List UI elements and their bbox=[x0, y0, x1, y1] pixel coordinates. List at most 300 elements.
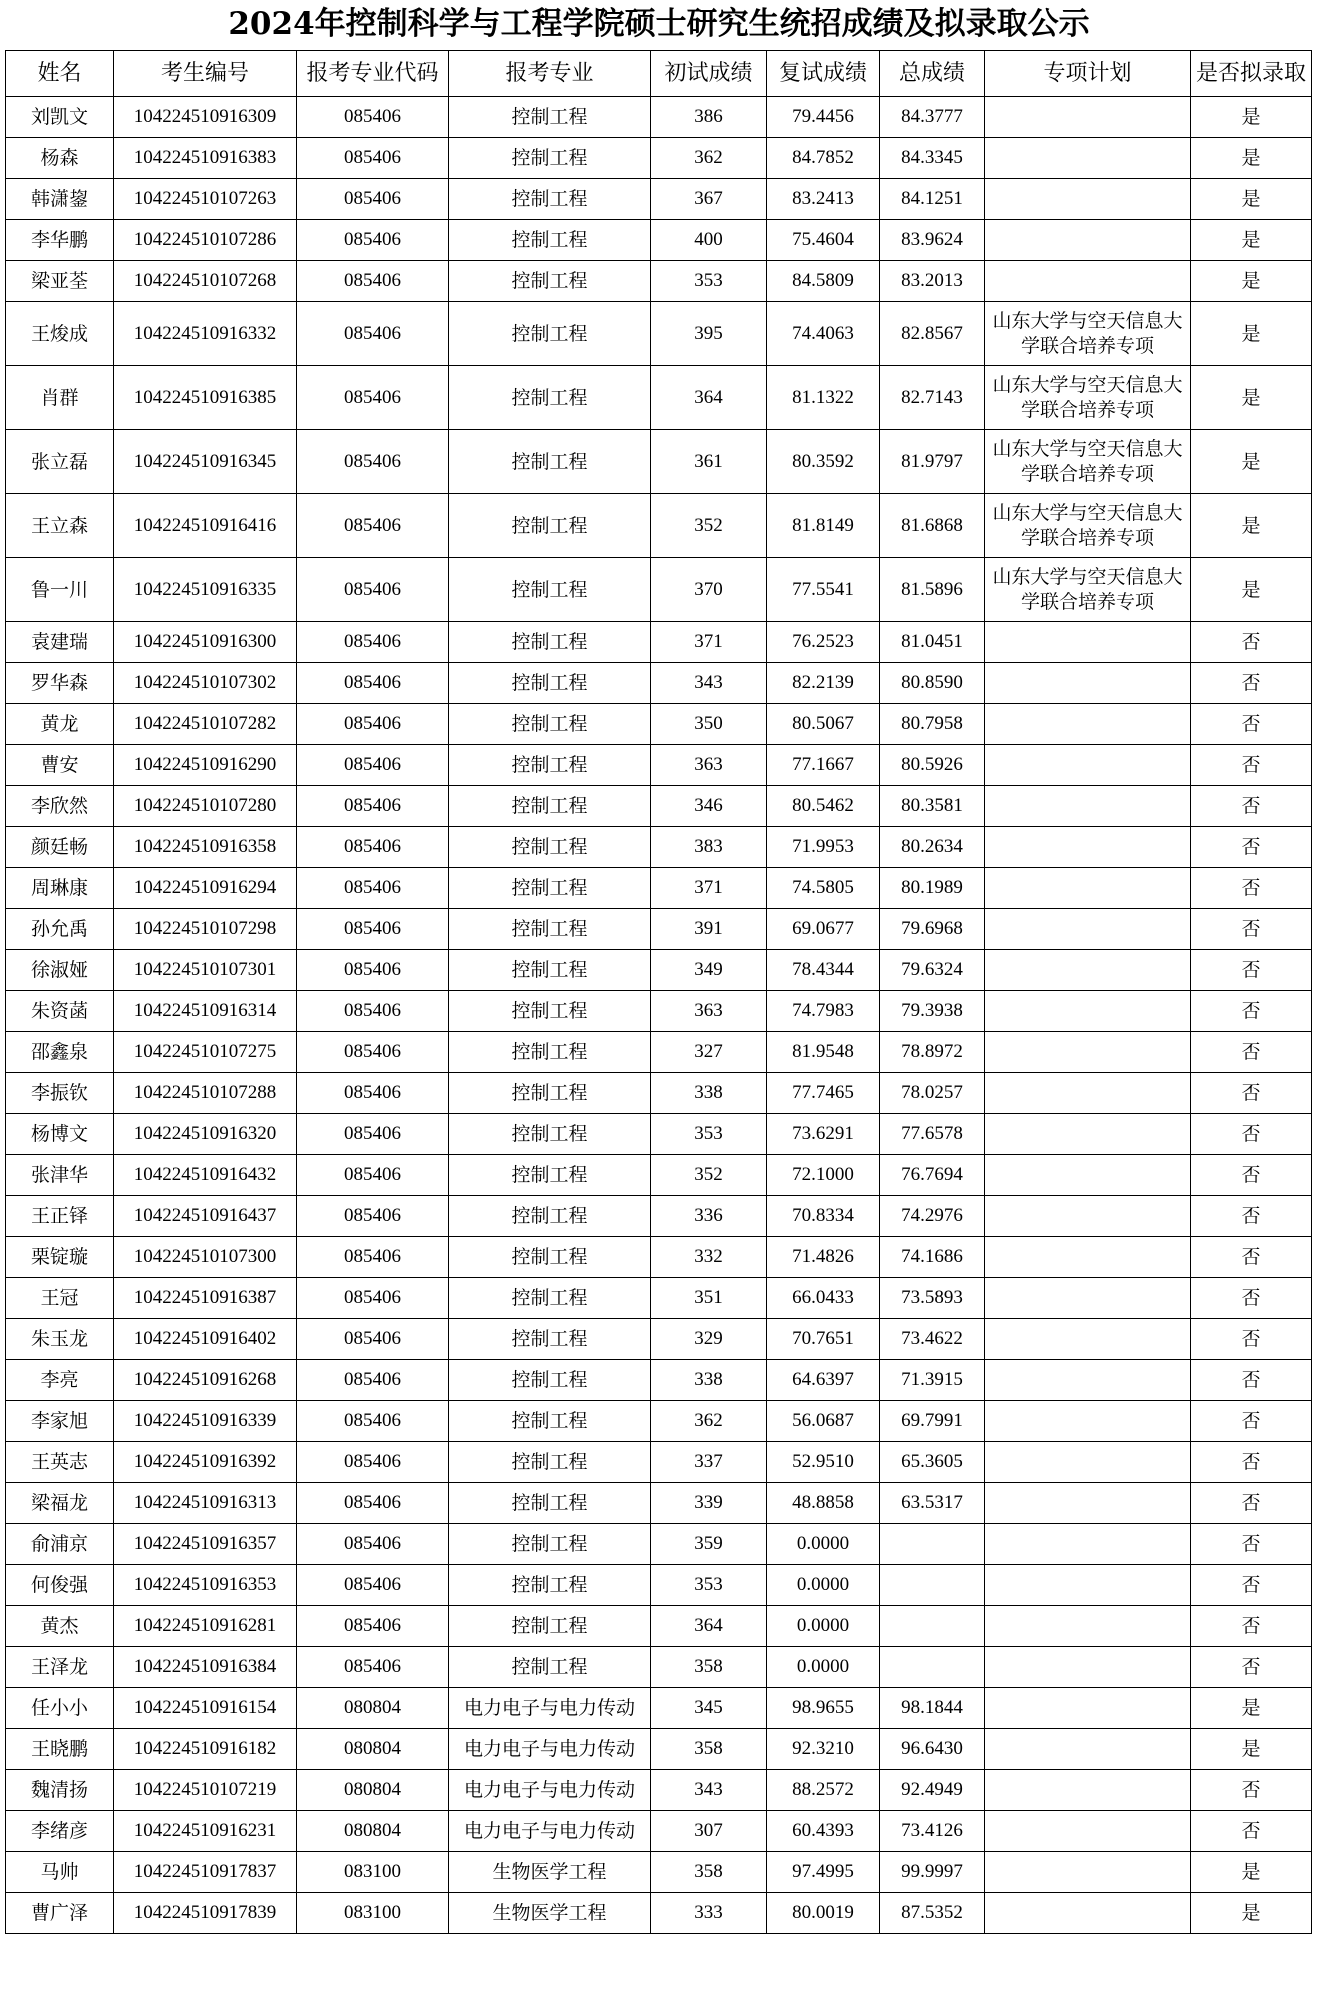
cell-major-code: 085406 bbox=[297, 366, 449, 430]
cell-total-score: 83.9624 bbox=[880, 220, 985, 261]
cell-major: 控制工程 bbox=[449, 558, 651, 622]
cell-prelim-score: 386 bbox=[651, 97, 767, 138]
cell-special-plan bbox=[985, 622, 1191, 663]
admission-table bbox=[5, 50, 1312, 1934]
cell-exam-id: 104224510916432 bbox=[114, 1155, 297, 1196]
cell-exam-id: 104224510107263 bbox=[114, 179, 297, 220]
cell-total-score: 82.8567 bbox=[880, 302, 985, 366]
cell-special-plan bbox=[985, 1565, 1191, 1606]
cell-name: 李振钦 bbox=[6, 1073, 114, 1114]
cell-exam-id: 104224510916384 bbox=[114, 1647, 297, 1688]
cell-special-plan bbox=[985, 991, 1191, 1032]
header-row bbox=[6, 51, 1312, 97]
cell-total-score: 80.3581 bbox=[880, 786, 985, 827]
cell-name: 李华鹏 bbox=[6, 220, 114, 261]
cell-total-score: 78.0257 bbox=[880, 1073, 985, 1114]
cell-retest-score: 81.9548 bbox=[767, 1032, 880, 1073]
cell-major-code: 085406 bbox=[297, 1319, 449, 1360]
cell-prelim-score: 391 bbox=[651, 909, 767, 950]
cell-major-code: 085406 bbox=[297, 786, 449, 827]
cell-name: 黄龙 bbox=[6, 704, 114, 745]
cell-name: 王立森 bbox=[6, 494, 114, 558]
cell-exam-id: 104224510916332 bbox=[114, 302, 297, 366]
cell-name: 朱资菡 bbox=[6, 991, 114, 1032]
header-exam-id: 考生编号 bbox=[114, 51, 297, 97]
cell-exam-id: 104224510917837 bbox=[114, 1852, 297, 1893]
cell-major: 控制工程 bbox=[449, 868, 651, 909]
cell-retest-score: 52.9510 bbox=[767, 1442, 880, 1483]
cell-exam-id: 104224510107288 bbox=[114, 1073, 297, 1114]
cell-name: 王冠 bbox=[6, 1278, 114, 1319]
cell-exam-id: 104224510107298 bbox=[114, 909, 297, 950]
table-row bbox=[6, 1114, 1312, 1155]
table-row bbox=[6, 1483, 1312, 1524]
cell-total-score: 71.3915 bbox=[880, 1360, 985, 1401]
cell-name: 任小小 bbox=[6, 1688, 114, 1729]
cell-special-plan bbox=[985, 1606, 1191, 1647]
table-row bbox=[6, 1811, 1312, 1852]
cell-total-score: 69.7991 bbox=[880, 1401, 985, 1442]
cell-exam-id: 104224510917839 bbox=[114, 1893, 297, 1934]
cell-name: 李绪彦 bbox=[6, 1811, 114, 1852]
cell-major-code: 085406 bbox=[297, 1360, 449, 1401]
cell-name: 曹安 bbox=[6, 745, 114, 786]
cell-admitted: 是 bbox=[1191, 430, 1312, 494]
cell-special-plan: 山东大学与空天信息大学联合培养专项 bbox=[985, 430, 1191, 494]
cell-admitted: 否 bbox=[1191, 786, 1312, 827]
header-name: 姓名 bbox=[6, 51, 114, 97]
cell-prelim-score: 371 bbox=[651, 622, 767, 663]
cell-exam-id: 104224510916339 bbox=[114, 1401, 297, 1442]
cell-retest-score: 80.0019 bbox=[767, 1893, 880, 1934]
cell-retest-score: 77.5541 bbox=[767, 558, 880, 622]
cell-name: 朱玉龙 bbox=[6, 1319, 114, 1360]
cell-major-code: 085406 bbox=[297, 827, 449, 868]
cell-major-code: 085406 bbox=[297, 991, 449, 1032]
cell-retest-score: 77.7465 bbox=[767, 1073, 880, 1114]
cell-prelim-score: 338 bbox=[651, 1073, 767, 1114]
cell-exam-id: 104224510107302 bbox=[114, 663, 297, 704]
cell-major-code: 085406 bbox=[297, 1196, 449, 1237]
cell-major: 控制工程 bbox=[449, 622, 651, 663]
cell-total-score: 98.1844 bbox=[880, 1688, 985, 1729]
cell-prelim-score: 353 bbox=[651, 1565, 767, 1606]
cell-major: 控制工程 bbox=[449, 1360, 651, 1401]
cell-total-score: 80.2634 bbox=[880, 827, 985, 868]
cell-exam-id: 104224510916294 bbox=[114, 868, 297, 909]
cell-name: 李家旭 bbox=[6, 1401, 114, 1442]
cell-retest-score: 75.4604 bbox=[767, 220, 880, 261]
cell-special-plan: 山东大学与空天信息大学联合培养专项 bbox=[985, 558, 1191, 622]
cell-exam-id: 104224510916353 bbox=[114, 1565, 297, 1606]
cell-special-plan: 山东大学与空天信息大学联合培养专项 bbox=[985, 366, 1191, 430]
cell-major: 生物医学工程 bbox=[449, 1852, 651, 1893]
cell-major-code: 085406 bbox=[297, 1606, 449, 1647]
cell-major-code: 085406 bbox=[297, 97, 449, 138]
cell-major: 控制工程 bbox=[449, 1524, 651, 1565]
cell-admitted: 是 bbox=[1191, 179, 1312, 220]
cell-name: 颜廷畅 bbox=[6, 827, 114, 868]
cell-name: 王晓鹏 bbox=[6, 1729, 114, 1770]
cell-prelim-score: 364 bbox=[651, 366, 767, 430]
cell-total-score: 73.4126 bbox=[880, 1811, 985, 1852]
cell-special-plan bbox=[985, 1524, 1191, 1565]
cell-major: 控制工程 bbox=[449, 494, 651, 558]
cell-prelim-score: 351 bbox=[651, 1278, 767, 1319]
cell-major-code: 085406 bbox=[297, 1565, 449, 1606]
cell-exam-id: 104224510107280 bbox=[114, 786, 297, 827]
cell-special-plan: 山东大学与空天信息大学联合培养专项 bbox=[985, 494, 1191, 558]
cell-major: 控制工程 bbox=[449, 786, 651, 827]
table-row bbox=[6, 430, 1312, 494]
cell-special-plan bbox=[985, 1852, 1191, 1893]
cell-admitted: 否 bbox=[1191, 1770, 1312, 1811]
cell-major-code: 085406 bbox=[297, 1483, 449, 1524]
table-row bbox=[6, 1237, 1312, 1278]
cell-total-score bbox=[880, 1565, 985, 1606]
cell-total-score: 79.6324 bbox=[880, 950, 985, 991]
cell-special-plan bbox=[985, 1811, 1191, 1852]
cell-special-plan bbox=[985, 1114, 1191, 1155]
cell-major: 控制工程 bbox=[449, 1647, 651, 1688]
cell-admitted: 否 bbox=[1191, 745, 1312, 786]
table-row bbox=[6, 1401, 1312, 1442]
cell-prelim-score: 350 bbox=[651, 704, 767, 745]
cell-admitted: 是 bbox=[1191, 220, 1312, 261]
table-row bbox=[6, 622, 1312, 663]
header-prelim-score: 初试成绩 bbox=[651, 51, 767, 97]
cell-exam-id: 104224510916437 bbox=[114, 1196, 297, 1237]
cell-special-plan bbox=[985, 1360, 1191, 1401]
cell-name: 马帅 bbox=[6, 1852, 114, 1893]
cell-name: 曹广泽 bbox=[6, 1893, 114, 1934]
cell-exam-id: 104224510916385 bbox=[114, 366, 297, 430]
cell-retest-score: 74.7983 bbox=[767, 991, 880, 1032]
cell-exam-id: 104224510916309 bbox=[114, 97, 297, 138]
cell-exam-id: 104224510107275 bbox=[114, 1032, 297, 1073]
cell-retest-score: 74.4063 bbox=[767, 302, 880, 366]
cell-prelim-score: 336 bbox=[651, 1196, 767, 1237]
table-row bbox=[6, 1155, 1312, 1196]
cell-special-plan bbox=[985, 868, 1191, 909]
cell-major: 控制工程 bbox=[449, 1114, 651, 1155]
cell-retest-score: 84.7852 bbox=[767, 138, 880, 179]
cell-exam-id: 104224510916383 bbox=[114, 138, 297, 179]
cell-special-plan bbox=[985, 1893, 1191, 1934]
cell-major: 控制工程 bbox=[449, 704, 651, 745]
cell-special-plan bbox=[985, 1155, 1191, 1196]
cell-total-score: 81.9797 bbox=[880, 430, 985, 494]
cell-major: 控制工程 bbox=[449, 1442, 651, 1483]
cell-major-code: 085406 bbox=[297, 1114, 449, 1155]
cell-total-score bbox=[880, 1647, 985, 1688]
table-row bbox=[6, 366, 1312, 430]
cell-special-plan bbox=[985, 1401, 1191, 1442]
cell-prelim-score: 371 bbox=[651, 868, 767, 909]
cell-major-code: 085406 bbox=[297, 1401, 449, 1442]
cell-total-score: 99.9997 bbox=[880, 1852, 985, 1893]
cell-prelim-score: 362 bbox=[651, 1401, 767, 1442]
cell-exam-id: 104224510916314 bbox=[114, 991, 297, 1032]
cell-major-code: 080804 bbox=[297, 1688, 449, 1729]
cell-exam-id: 104224510916345 bbox=[114, 430, 297, 494]
cell-admitted: 是 bbox=[1191, 1852, 1312, 1893]
cell-name: 刘凯文 bbox=[6, 97, 114, 138]
cell-name: 张立磊 bbox=[6, 430, 114, 494]
cell-admitted: 否 bbox=[1191, 991, 1312, 1032]
table-row bbox=[6, 1524, 1312, 1565]
cell-prelim-score: 343 bbox=[651, 663, 767, 704]
table-row bbox=[6, 1196, 1312, 1237]
cell-exam-id: 104224510916387 bbox=[114, 1278, 297, 1319]
cell-admitted: 否 bbox=[1191, 1114, 1312, 1155]
cell-prelim-score: 363 bbox=[651, 745, 767, 786]
cell-major-code: 083100 bbox=[297, 1893, 449, 1934]
header-special-plan: 专项计划 bbox=[985, 51, 1191, 97]
cell-admitted: 否 bbox=[1191, 868, 1312, 909]
cell-retest-score: 0.0000 bbox=[767, 1606, 880, 1647]
cell-name: 肖群 bbox=[6, 366, 114, 430]
header-retest-score: 复试成绩 bbox=[767, 51, 880, 97]
cell-name: 周琳康 bbox=[6, 868, 114, 909]
cell-name: 何俊强 bbox=[6, 1565, 114, 1606]
cell-total-score: 80.8590 bbox=[880, 663, 985, 704]
cell-major-code: 080804 bbox=[297, 1770, 449, 1811]
header-major-code: 报考专业代码 bbox=[297, 51, 449, 97]
table-row bbox=[6, 1606, 1312, 1647]
cell-major: 控制工程 bbox=[449, 950, 651, 991]
cell-admitted: 否 bbox=[1191, 827, 1312, 868]
page-title: 2024年控制科学与工程学院硕士研究生统招成绩及拟录取公示 bbox=[228, 6, 1090, 42]
cell-exam-id: 104224510916320 bbox=[114, 1114, 297, 1155]
cell-special-plan bbox=[985, 786, 1191, 827]
cell-prelim-score: 353 bbox=[651, 1114, 767, 1155]
table-row bbox=[6, 1073, 1312, 1114]
cell-special-plan bbox=[985, 663, 1191, 704]
cell-name: 李欣然 bbox=[6, 786, 114, 827]
cell-total-score: 79.6968 bbox=[880, 909, 985, 950]
cell-prelim-score: 345 bbox=[651, 1688, 767, 1729]
cell-total-score: 80.7958 bbox=[880, 704, 985, 745]
cell-exam-id: 104224510107286 bbox=[114, 220, 297, 261]
cell-major: 控制工程 bbox=[449, 302, 651, 366]
cell-admitted: 否 bbox=[1191, 704, 1312, 745]
header-admitted: 是否拟录取 bbox=[1191, 51, 1312, 97]
table-row bbox=[6, 1319, 1312, 1360]
cell-exam-id: 104224510916402 bbox=[114, 1319, 297, 1360]
cell-retest-score: 92.3210 bbox=[767, 1729, 880, 1770]
cell-total-score: 65.3605 bbox=[880, 1442, 985, 1483]
cell-total-score: 77.6578 bbox=[880, 1114, 985, 1155]
cell-special-plan bbox=[985, 1073, 1191, 1114]
cell-special-plan bbox=[985, 1729, 1191, 1770]
cell-prelim-score: 364 bbox=[651, 1606, 767, 1647]
cell-prelim-score: 337 bbox=[651, 1442, 767, 1483]
cell-total-score: 84.3777 bbox=[880, 97, 985, 138]
cell-major: 电力电子与电力传动 bbox=[449, 1729, 651, 1770]
cell-admitted: 否 bbox=[1191, 909, 1312, 950]
cell-special-plan bbox=[985, 261, 1191, 302]
cell-total-score: 74.1686 bbox=[880, 1237, 985, 1278]
cell-total-score: 82.7143 bbox=[880, 366, 985, 430]
cell-major-code: 085406 bbox=[297, 261, 449, 302]
cell-major: 控制工程 bbox=[449, 1483, 651, 1524]
cell-major: 控制工程 bbox=[449, 366, 651, 430]
cell-major-code: 085406 bbox=[297, 622, 449, 663]
cell-major-code: 085406 bbox=[297, 1155, 449, 1196]
cell-total-score: 79.3938 bbox=[880, 991, 985, 1032]
cell-prelim-score: 346 bbox=[651, 786, 767, 827]
cell-exam-id: 104224510916300 bbox=[114, 622, 297, 663]
cell-admitted: 是 bbox=[1191, 1893, 1312, 1934]
cell-total-score: 96.6430 bbox=[880, 1729, 985, 1770]
cell-special-plan bbox=[985, 179, 1191, 220]
cell-retest-score: 97.4995 bbox=[767, 1852, 880, 1893]
cell-retest-score: 0.0000 bbox=[767, 1565, 880, 1606]
cell-retest-score: 71.4826 bbox=[767, 1237, 880, 1278]
cell-admitted: 否 bbox=[1191, 1155, 1312, 1196]
cell-major-code: 085406 bbox=[297, 220, 449, 261]
header-total-score: 总成绩 bbox=[880, 51, 985, 97]
cell-prelim-score: 339 bbox=[651, 1483, 767, 1524]
cell-admitted: 否 bbox=[1191, 622, 1312, 663]
cell-major: 控制工程 bbox=[449, 1196, 651, 1237]
cell-admitted: 否 bbox=[1191, 1811, 1312, 1852]
cell-major: 控制工程 bbox=[449, 261, 651, 302]
cell-major: 控制工程 bbox=[449, 991, 651, 1032]
cell-exam-id: 104224510107301 bbox=[114, 950, 297, 991]
cell-total-score: 81.0451 bbox=[880, 622, 985, 663]
cell-exam-id: 104224510916357 bbox=[114, 1524, 297, 1565]
cell-major: 控制工程 bbox=[449, 1155, 651, 1196]
cell-prelim-score: 307 bbox=[651, 1811, 767, 1852]
cell-exam-id: 104224510107219 bbox=[114, 1770, 297, 1811]
table-row bbox=[6, 261, 1312, 302]
cell-name: 邵鑫泉 bbox=[6, 1032, 114, 1073]
cell-name: 王英志 bbox=[6, 1442, 114, 1483]
cell-retest-score: 80.5462 bbox=[767, 786, 880, 827]
cell-total-score: 87.5352 bbox=[880, 1893, 985, 1934]
cell-prelim-score: 361 bbox=[651, 430, 767, 494]
cell-prelim-score: 352 bbox=[651, 1155, 767, 1196]
cell-total-score: 80.5926 bbox=[880, 745, 985, 786]
cell-exam-id: 104224510916335 bbox=[114, 558, 297, 622]
cell-name: 杨博文 bbox=[6, 1114, 114, 1155]
cell-retest-score: 88.2572 bbox=[767, 1770, 880, 1811]
cell-name: 孙允禹 bbox=[6, 909, 114, 950]
cell-prelim-score: 370 bbox=[651, 558, 767, 622]
cell-name: 俞浦京 bbox=[6, 1524, 114, 1565]
cell-retest-score: 71.9953 bbox=[767, 827, 880, 868]
cell-admitted: 否 bbox=[1191, 1524, 1312, 1565]
table-row bbox=[6, 494, 1312, 558]
cell-major: 生物医学工程 bbox=[449, 1893, 651, 1934]
cell-admitted: 否 bbox=[1191, 1606, 1312, 1647]
cell-prelim-score: 352 bbox=[651, 494, 767, 558]
cell-major-code: 085406 bbox=[297, 868, 449, 909]
cell-major: 控制工程 bbox=[449, 138, 651, 179]
cell-major: 控制工程 bbox=[449, 179, 651, 220]
cell-major: 电力电子与电力传动 bbox=[449, 1688, 651, 1729]
table-row bbox=[6, 97, 1312, 138]
cell-total-score: 76.7694 bbox=[880, 1155, 985, 1196]
cell-special-plan bbox=[985, 704, 1191, 745]
cell-name: 张津华 bbox=[6, 1155, 114, 1196]
cell-exam-id: 104224510107282 bbox=[114, 704, 297, 745]
cell-major: 电力电子与电力传动 bbox=[449, 1811, 651, 1852]
cell-prelim-score: 358 bbox=[651, 1852, 767, 1893]
cell-exam-id: 104224510916182 bbox=[114, 1729, 297, 1770]
cell-major: 控制工程 bbox=[449, 663, 651, 704]
cell-exam-id: 104224510916416 bbox=[114, 494, 297, 558]
table-row bbox=[6, 786, 1312, 827]
cell-special-plan bbox=[985, 909, 1191, 950]
cell-retest-score: 82.2139 bbox=[767, 663, 880, 704]
table-row bbox=[6, 1647, 1312, 1688]
cell-major-code: 085406 bbox=[297, 663, 449, 704]
cell-admitted: 是 bbox=[1191, 1729, 1312, 1770]
cell-total-score bbox=[880, 1606, 985, 1647]
cell-admitted: 否 bbox=[1191, 663, 1312, 704]
cell-special-plan bbox=[985, 827, 1191, 868]
cell-admitted: 否 bbox=[1191, 1442, 1312, 1483]
cell-retest-score: 70.8334 bbox=[767, 1196, 880, 1237]
cell-special-plan bbox=[985, 1319, 1191, 1360]
cell-major: 控制工程 bbox=[449, 909, 651, 950]
cell-major-code: 085406 bbox=[297, 909, 449, 950]
table-row bbox=[6, 950, 1312, 991]
cell-admitted: 是 bbox=[1191, 558, 1312, 622]
cell-name: 李亮 bbox=[6, 1360, 114, 1401]
cell-retest-score: 56.0687 bbox=[767, 1401, 880, 1442]
cell-total-score: 63.5317 bbox=[880, 1483, 985, 1524]
cell-major: 控制工程 bbox=[449, 1073, 651, 1114]
cell-admitted: 是 bbox=[1191, 261, 1312, 302]
table-row bbox=[6, 1565, 1312, 1606]
cell-retest-score: 0.0000 bbox=[767, 1647, 880, 1688]
cell-prelim-score: 367 bbox=[651, 179, 767, 220]
cell-major: 控制工程 bbox=[449, 1319, 651, 1360]
cell-special-plan bbox=[985, 138, 1191, 179]
cell-admitted: 是 bbox=[1191, 97, 1312, 138]
cell-special-plan bbox=[985, 745, 1191, 786]
cell-special-plan bbox=[985, 1688, 1191, 1729]
cell-admitted: 否 bbox=[1191, 950, 1312, 991]
cell-major: 控制工程 bbox=[449, 827, 651, 868]
cell-total-score: 81.6868 bbox=[880, 494, 985, 558]
cell-major-code: 083100 bbox=[297, 1852, 449, 1893]
cell-exam-id: 104224510916231 bbox=[114, 1811, 297, 1852]
cell-major-code: 085406 bbox=[297, 1032, 449, 1073]
cell-prelim-score: 349 bbox=[651, 950, 767, 991]
table-row bbox=[6, 558, 1312, 622]
cell-retest-score: 80.3592 bbox=[767, 430, 880, 494]
cell-total-score: 84.1251 bbox=[880, 179, 985, 220]
cell-prelim-score: 358 bbox=[651, 1647, 767, 1688]
cell-special-plan bbox=[985, 1770, 1191, 1811]
cell-special-plan bbox=[985, 950, 1191, 991]
cell-total-score: 78.8972 bbox=[880, 1032, 985, 1073]
cell-exam-id: 104224510916154 bbox=[114, 1688, 297, 1729]
cell-admitted: 否 bbox=[1191, 1360, 1312, 1401]
cell-retest-score: 81.8149 bbox=[767, 494, 880, 558]
cell-name: 袁建瑞 bbox=[6, 622, 114, 663]
cell-special-plan bbox=[985, 1196, 1191, 1237]
cell-prelim-score: 362 bbox=[651, 138, 767, 179]
cell-admitted: 是 bbox=[1191, 138, 1312, 179]
cell-special-plan: 山东大学与空天信息大学联合培养专项 bbox=[985, 302, 1191, 366]
cell-admitted: 否 bbox=[1191, 1032, 1312, 1073]
